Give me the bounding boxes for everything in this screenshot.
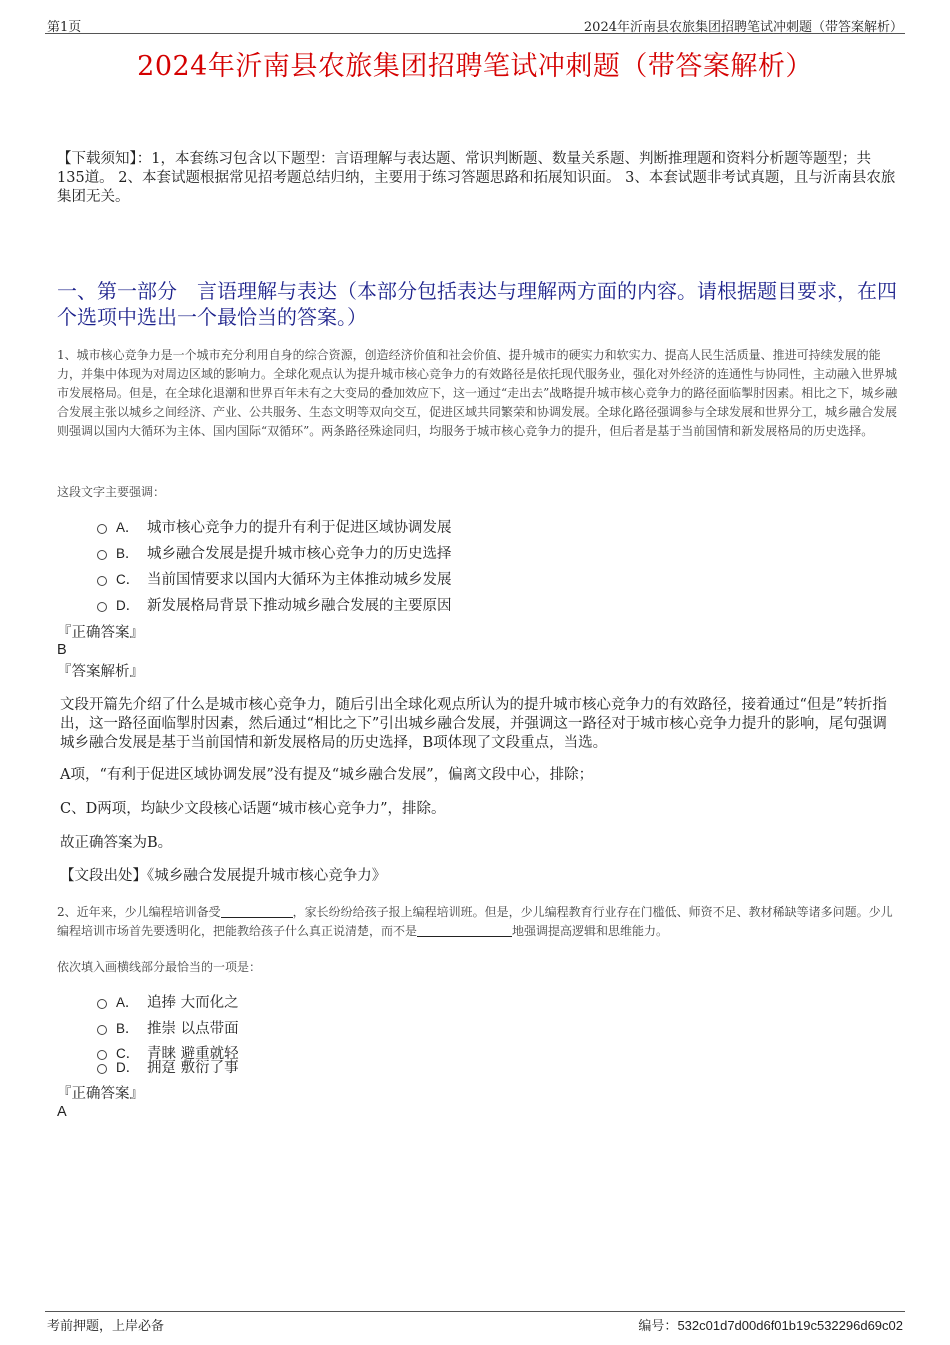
header-doc-title: 2024年沂南县农旅集团招聘笔试冲刺题（带答案解析） xyxy=(583,20,903,35)
q1-analysis-label: 『答案解析』 xyxy=(57,664,144,680)
q2-passage-part1: 2、近年来，少儿编程培训备受 xyxy=(57,905,221,919)
q2-passage-part3: 地强调提高逻辑和思维能力。 xyxy=(512,924,669,938)
q2-option-a[interactable] xyxy=(97,991,239,1012)
option-text: 追捧 大而化之 xyxy=(147,995,239,1011)
q1-analysis-p2: A项，“有利于促进区域协调发展”没有提及“城乡融合发展”，偏离文段中心，排除； xyxy=(60,767,594,783)
q2-passage-part2: ，家长纷纷给孩子报上编程培训班。但是，少儿编程教育行业存在门槛低、师资不足、教材稀缺等诸多问题。少儿编程培训市场首先要透明化，把能教给孩子什么真正说清楚，而不是 xyxy=(57,905,893,938)
option-letter: D． xyxy=(116,598,140,613)
radio-icon[interactable] xyxy=(97,524,107,534)
q2-option-b[interactable] xyxy=(97,1017,239,1038)
option-text: 城市核心竞争力的提升有利于促进区域协调发展 xyxy=(147,520,452,536)
q2-option-d[interactable] xyxy=(97,1056,239,1077)
radio-icon[interactable] xyxy=(97,550,107,560)
option-letter: A． xyxy=(116,995,139,1010)
footer-code-label: 编号： xyxy=(638,1319,678,1334)
header-page-number: 第1页 xyxy=(47,20,82,35)
footer-divider xyxy=(45,1311,905,1312)
radio-icon[interactable] xyxy=(97,602,107,612)
q1-passage: 1、城市核心竞争力是一个城市充分利用自身的综合资源，创造经济价值和社会价值、提升城市的硬实力和软实力、提高人民生活质量、推进可持续发展的能力，并集中体现为对周边区域的影响力。全球化观点认为提升城市核心竞争力的有效路径是依托现代服务业，强化对外经济的连通性与协同性，主动融入世界城市发展格局。但是，在全球化退潮和世界百年未有之大变局的叠加效应下，这一通过“走出去”战略提升城市核心竞争力的路径面临掣肘因素。相比之下，城乡融合发展主张以城乡之间经济、产业、公共服务、生态文明等双向交互，促进区域共同繁荣和协调发展。全球化路径强调参与全球发展和世界分工，城乡融合发展则强调以国内大循环为主体、国内国际“双循环”。两条路径殊途同归，均服务于城市核心竞争力的提升，但后者是基于当前国情和新发展格局的历史选择。 xyxy=(57,348,898,438)
q1-prompt: 这段文字主要强调： xyxy=(57,485,166,499)
footer-code xyxy=(638,1315,903,1334)
footer-code-value: 532c01d7d00d6f01b19c532296d69c02 xyxy=(677,1318,903,1333)
option-letter: B． xyxy=(116,1021,139,1036)
q1-analysis-p4: 故正确答案为B。 xyxy=(60,835,173,851)
q1-option-a[interactable] xyxy=(97,516,452,537)
radio-icon[interactable] xyxy=(97,576,107,586)
option-text: 当前国情要求以国内大循环为主体推动城乡发展 xyxy=(147,572,452,588)
q1-option-c[interactable] xyxy=(97,568,452,589)
q2-answer: A xyxy=(57,1104,67,1120)
option-letter: D． xyxy=(116,1060,140,1075)
blank-line xyxy=(417,936,512,937)
radio-icon[interactable] xyxy=(97,999,107,1009)
q1-analysis-p3: C、D两项，均缺少文段核心话题“城市核心竞争力”，排除。 xyxy=(60,801,446,817)
q1-option-d[interactable] xyxy=(97,594,452,615)
option-text: 新发展格局背景下推动城乡融合发展的主要原因 xyxy=(147,598,452,614)
section-heading: 一、第一部分 言语理解与表达（本部分包括表达与理解两方面的内容。请根据题目要求，在四个选项中选出一个最恰当的答案。） xyxy=(57,279,897,329)
q1-option-b[interactable] xyxy=(97,542,452,563)
footer-slogan: 考前押题，上岸必备 xyxy=(47,1319,165,1334)
header-divider xyxy=(45,33,905,34)
option-letter: C． xyxy=(116,1046,140,1061)
radio-icon[interactable] xyxy=(97,1025,107,1035)
q2-passage xyxy=(57,903,900,941)
option-letter: A． xyxy=(116,520,139,535)
option-letter: C． xyxy=(116,572,140,587)
q1-answer-label: 『正确答案』 xyxy=(57,625,144,641)
q2-answer-label: 『正确答案』 xyxy=(57,1086,144,1102)
download-notice: 【下载须知】：1，本套练习包含以下题型：言语理解与表达题、常识判断题、数量关系题、判断推理题和资料分析题等题型；共135道。 2、本套试题根据常见招考题总结归纳，主要用于练习答题思路和拓展知识面。 3、本套试题非考试真题，且与沂南县农旅集团无关。 xyxy=(57,151,896,205)
radio-icon[interactable] xyxy=(97,1064,107,1074)
q1-analysis-p1: 文段开篇先介绍了什么是城市核心竞争力，随后引出全球化观点所认为的提升城市核心竞争力的有效路径，接着通过“但是”转折指出，这一路径面临掣肘因素，然后通过“相比之下”引出城乡融合发展，并强调这一路径对于城市核心竞争力提升的影响，尾句强调城乡融合发展是基于当前国情和新发展格局的历史选择，B项体现了文段重点，当选。 xyxy=(60,697,887,751)
option-text: 推崇 以点带面 xyxy=(147,1021,239,1037)
q2-prompt: 依次填入画横线部分最恰当的一项是： xyxy=(57,960,262,974)
page-title: 2024年沂南县农旅集团招聘笔试冲刺题（带答案解析） xyxy=(137,51,813,82)
option-text: 青睐 避重就轻 xyxy=(147,1046,239,1062)
option-letter: B． xyxy=(116,546,139,561)
q1-source: 【文段出处】《城乡融合发展提升城市核心竞争力》 xyxy=(60,868,387,884)
blank-line xyxy=(221,917,293,918)
option-text: 城乡融合发展是提升城市核心竞争力的历史选择 xyxy=(147,546,452,562)
option-text: 拥趸 敷衍了事 xyxy=(147,1060,239,1076)
q1-answer: B xyxy=(57,642,67,658)
